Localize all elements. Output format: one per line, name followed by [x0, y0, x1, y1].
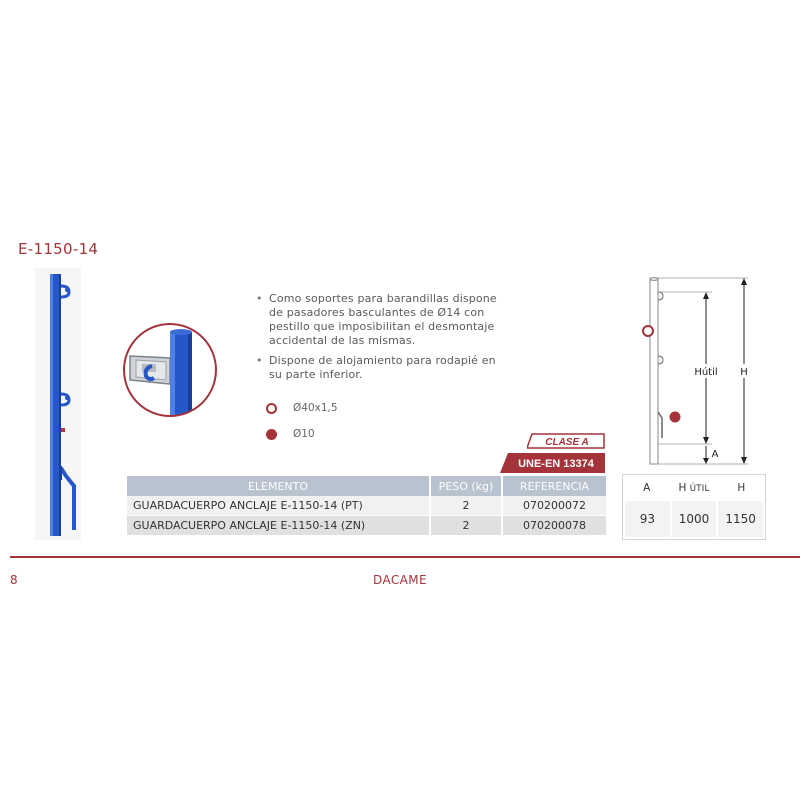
table-header-row — [127, 476, 606, 496]
dim-header-hutil: H ÚTIL — [678, 482, 710, 494]
description-bullet: • Dispone de alojamiento para rodapié en su parte inferior. — [256, 354, 508, 382]
dimensions-table — [622, 474, 766, 540]
product-code: E-1150-14 — [18, 240, 99, 258]
page-number: 8 — [10, 573, 18, 587]
legend-hollow-label: Ø40x1,5 — [293, 402, 338, 414]
legend-solid-bar — [266, 428, 315, 440]
product-table — [127, 476, 606, 535]
cell-referencia: 070200078 — [502, 516, 606, 536]
dim-header-h: H — [737, 482, 746, 494]
cell-elemento: GUARDACUERPO ANCLAJE E-1150-14 (PT) — [127, 496, 430, 516]
clase-badge-text: CLASE A — [545, 437, 589, 448]
header-peso: PESO (kg) — [430, 476, 502, 496]
cell-peso: 2 — [430, 516, 502, 536]
legend-hollow-tube — [266, 402, 338, 414]
dimension-diagram — [620, 270, 770, 470]
dimensions-header-row — [623, 475, 765, 501]
detail-zoom-image — [122, 322, 218, 418]
hutil-label: Hútil — [694, 367, 718, 378]
norm-badge — [500, 453, 605, 473]
table-row — [127, 516, 606, 536]
header-elemento: ELEMENTO — [127, 476, 430, 496]
legend-solid-label: Ø10 — [293, 428, 315, 440]
hollow-circle-icon — [266, 403, 277, 414]
cell-peso: 2 — [430, 496, 502, 516]
dim-value-h: 1150 — [725, 512, 756, 526]
norm-badge-text: UNE-EN 13374 — [518, 458, 594, 470]
dim-value-hutil: 1000 — [672, 501, 719, 537]
post-product-image — [34, 268, 82, 540]
a-label: A — [711, 449, 719, 460]
dimensions-values-row — [625, 501, 763, 537]
cell-elemento: GUARDACUERPO ANCLAJE E-1150-14 (ZN) — [127, 516, 430, 536]
dim-header-a: A — [643, 482, 651, 494]
dim-value-a: 93 — [625, 501, 672, 537]
header-referencia: REFERENCIA — [502, 476, 606, 496]
footer-divider — [10, 556, 800, 558]
description-bullet: • Como soportes para barandillas dispone de pasadores basculantes de Ø14 con pestillo que imposibilitan el desmontaje accidental de las mismas. — [256, 292, 508, 348]
cell-referencia: 070200072 — [502, 496, 606, 516]
h-label: H — [740, 367, 748, 378]
description-list — [256, 292, 508, 388]
brand-name: DACAME — [373, 573, 427, 587]
table-row — [127, 496, 606, 516]
solid-circle-icon — [266, 429, 277, 440]
clase-badge — [527, 433, 605, 449]
